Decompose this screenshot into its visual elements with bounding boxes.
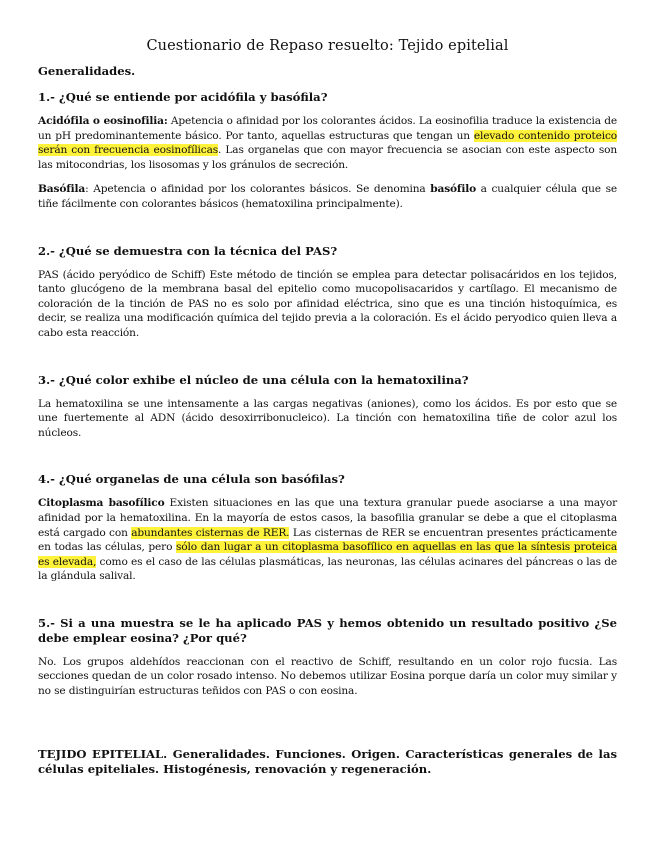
answer-1-basofila: Basófila: Apetencia o afinidad por los colorantes básicos. Se denomina basófilo a cualquier célula que se tiñe fácilmente con colorantes básicos (hematoxilina principalmente). — [38, 183, 617, 210]
question-4: 4.- ¿Qué organelas de una célula son basófilas? — [38, 472, 345, 487]
question-1: 1.- ¿Qué se entiende por acidófila y basófila? — [38, 90, 328, 104]
answer-1-acidofila: Acidófila o eosinofilia: Apetencia o afinidad por los colorantes ácidos. La eosinofilia traduce la existencia de un pH predominantemente básico. Por tanto, aquellas estructuras que tengan un elevado contenido proteico serán con frecuencia eosinofílicas. Las organelas que con mayor frecuencia se asocian con este aspecto son las mitocondrias, los lisosomas y los gránulos de secreción. — [38, 115, 618, 171]
section-heading-generalidades: Generalidades. — [38, 64, 136, 78]
answer-4: Citoplasma basofílico Existen situaciones en las que una textura granular puede asociarse a una mayor afinidad por la hematoxilina. En la mayoría de estos casos, la basofilia granular se debe a que el citoplasma está cargado con abundantes cisternas de RER. Las cisternas de RER se encuentran presentes prácticamente en todas las células, pero sólo dan lugar a un citoplasma basofílico en aquellas en las que la síntesis proteica es elevada, como es el caso de las células plasmáticas, las neuronas, las células acinares del páncreas o las de la glándula salival. — [38, 497, 617, 583]
page-title: Cuestionario de Repaso resuelto: Tejido epitelial — [146, 38, 509, 54]
answer-5: No. Los grupos aldehídos reaccionan con el reactivo de Schiff, resultando en un color rojo fucsia. Las secciones quedan de un color rosado intenso. No debemos utilizar Eosina porque daría un color muy similar y no se distinguirían estructuras teñidos con PAS o con eosina. — [38, 655, 617, 698]
question-2: 2.- ¿Qué se demuestra con la técnica del PAS? — [38, 243, 338, 258]
highlight-proteico: elevado contenido proteico serán con frecuencia eosinofílicas — [38, 129, 618, 157]
term-basofila: Basófila — [38, 183, 86, 196]
term-acidofila: Acidófila o eosinofilia: — [38, 115, 168, 127]
question-5: 5.- Si a una muestra se le ha aplicado PAS y hemos obtenido un resultado positivo ¿Se debe emplear eosina? ¿Por qué? — [38, 615, 617, 645]
term-citoplasma-basofilico: Citoplasma basofílico — [38, 497, 165, 510]
footer-heading: TEJIDO EPITELIAL. Generalidades. Funciones. Origen. Características generales de las células epiteliales. Histogénesis, renovación y regeneración. — [38, 746, 617, 776]
question-3: 3.- ¿Qué color exhibe el núcleo de una célula con la hematoxilina? — [38, 372, 469, 387]
highlight-rer: abundantes cisternas de RER. — [131, 526, 290, 539]
answer-2: PAS (ácido peryódico de Schiff) Este método de tinción se emplea para detectar polisacáridos en los tejidos, tanto glucógeno de la membrana basal del epitelio como mucopolisacaridos y cartílago. El mecanismo de coloración de la tinción de PAS no es solo por afinidad eléctrica, sino que es una tinción histoquímica, es decir, se realiza una modificación química del tejido previa a la coloración. Es el ácido peryodico quien lleva a cabo esta reacción. — [38, 268, 617, 339]
highlight-sintesis: sólo dan lugar a un citoplasma basofílico en aquellas en las que la síntesis proteica es elevada, — [38, 541, 617, 568]
answer-3: La hematoxilina se une intensamente a las cargas negativas (aniones), como los ácidos. Es por esto que se une fuertemente al ADN (ácido desoxirribonucleico). La tinción con hematoxilina tiñe de color azul los núcleos. — [38, 397, 617, 439]
term-basofilo: basófilo — [430, 183, 477, 196]
